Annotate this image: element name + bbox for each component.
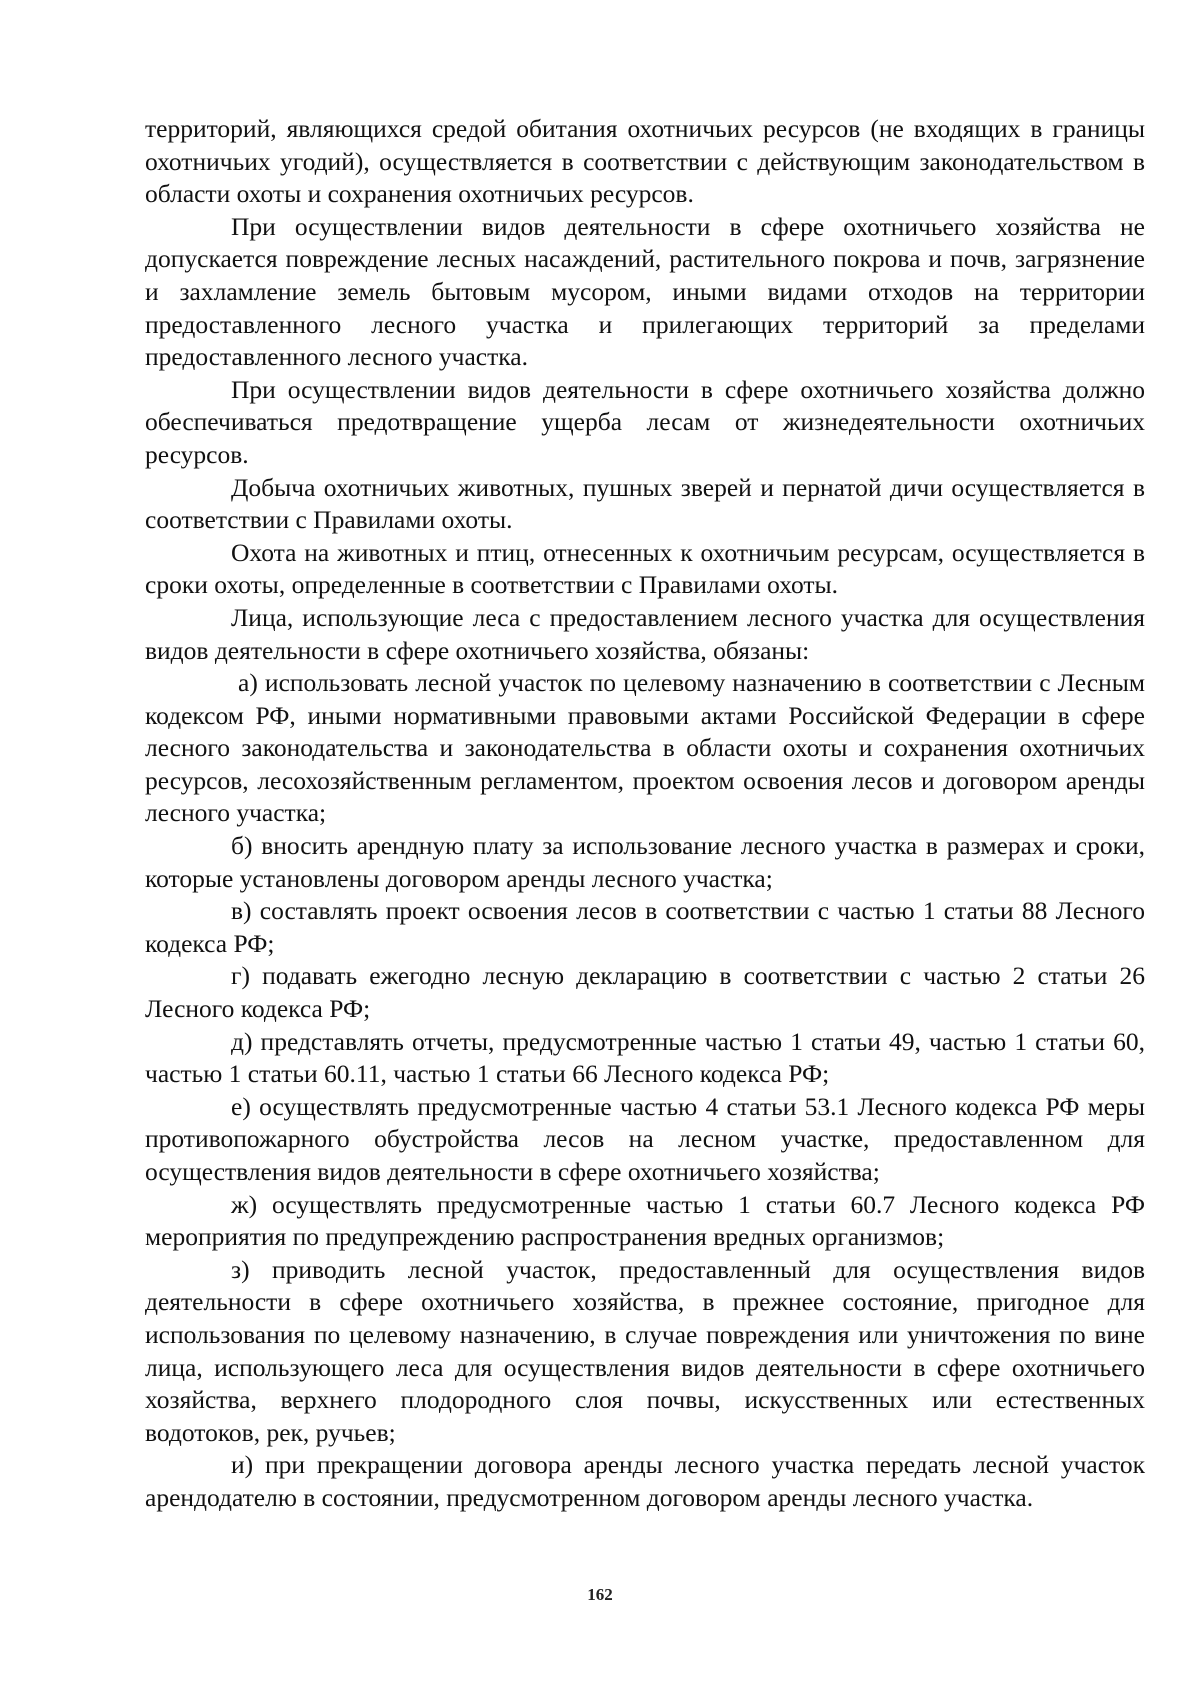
list-item-v: в) составлять проект освоения лесов в соответствии с частью 1 статьи 88 Лесного кодекса РФ;	[145, 896, 1145, 958]
list-item-e: е) осуществлять предусмотренные частью 4 статьи 53.1 Лесного кодекса РФ меры противопожарного обустройства лесов на лесном участке, предоставленном для осуществления видов деятельности в сфере охотничьего хозяйства;	[145, 1091, 1145, 1186]
list-item-d: д) представлять отчеты, предусмотренные частью 1 статьи 49, частью 1 статьи 60, частью 1 статьи 60.11, частью 1 статьи 66 Лесного кодекса РФ;	[145, 1026, 1145, 1089]
paragraph-continuation: территорий, являющихся средой обитания охотничьих ресурсов (не входящих в границы охотничьих угодий), осуществляется в соответствии с действующим законодательством в области охоты и сохранения охотничьих ресурсов.	[145, 114, 1145, 209]
paragraph-hunting-terms: Охота на животных и птиц, отнесенных к охотничьим ресурсам, осуществляется в сроки охоты, определенные в соответствии с Правилами охоты.	[145, 537, 1145, 600]
list-item-a: а) использовать лесной участок по целевому назначению в соответствии с Лесным кодексом РФ, иными нормативными правовыми актами Российской Федерации в сфере лесного законодательства и законодательства в области охоты и сохранения охотничьих ресурсов, лесохозяйственным регламентом, проектом освоения лесов и договором аренды лесного участка;	[145, 668, 1145, 828]
list-item-i: и) при прекращении договора аренды лесного участка передать лесной участок арендодателю в состоянии, предусмотренном договором аренды лесного участка.	[145, 1450, 1145, 1512]
document-body	[145, 113, 1145, 1515]
list-item-zh: ж) осуществлять предусмотренные частью 1 статьи 60.7 Лесного кодекса РФ мероприятия по предупреждению распространения вредных организмов;	[145, 1189, 1145, 1252]
page-number: 162	[587, 1585, 613, 1604]
paragraph-damage-prevention: При осуществлении видов деятельности в сфере охотничьего хозяйства должно обеспечиваться предотвращение ущерба лесам от жизнедеятельности охотничьих ресурсов.	[145, 374, 1145, 469]
paragraph-damage-prohibition: При осуществлении видов деятельности в сфере охотничьего хозяйства не допускается повреждение лесных насаждений, растительного покрова и почв, загрязнение и захламление земель бытовым мусором, иными видами отходов на территории предоставленного лесного участка и прилегающих территорий за пределами предоставленного лесного участка.	[145, 211, 1145, 372]
list-item-g: г) подавать ежегодно лесную декларацию в соответствии с частью 2 статьи 26 Лесного кодекса РФ;	[145, 961, 1145, 1024]
list-item-z: з) приводить лесной участок, предоставленный для осуществления видов деятельности в сфере охотничьего хозяйства, в прежнее состояние, пригодное для использования по целевому назначению, в случае повреждения или уничтожения по вине лица, использующего леса для осуществления видов деятельности в сфере охотничьего хозяйства, верхнего плодородного слоя почвы, искусственных или естественных водотоков, рек, ручьев;	[145, 1254, 1145, 1447]
paragraph-obligations-intro: Лица, использующие леса с предоставлением лесного участка для осуществления видов деятельности в сфере охотничьего хозяйства, обязаны:	[145, 602, 1145, 665]
paragraph-game-harvest: Добыча охотничьих животных, пушных зверей и пернатой дичи осуществляется в соответствии с Правилами охоты.	[145, 472, 1145, 535]
list-item-b: б) вносить арендную плату за использование лесного участка в размерах и сроки, которые установлены договором аренды лесного участка;	[145, 831, 1145, 893]
